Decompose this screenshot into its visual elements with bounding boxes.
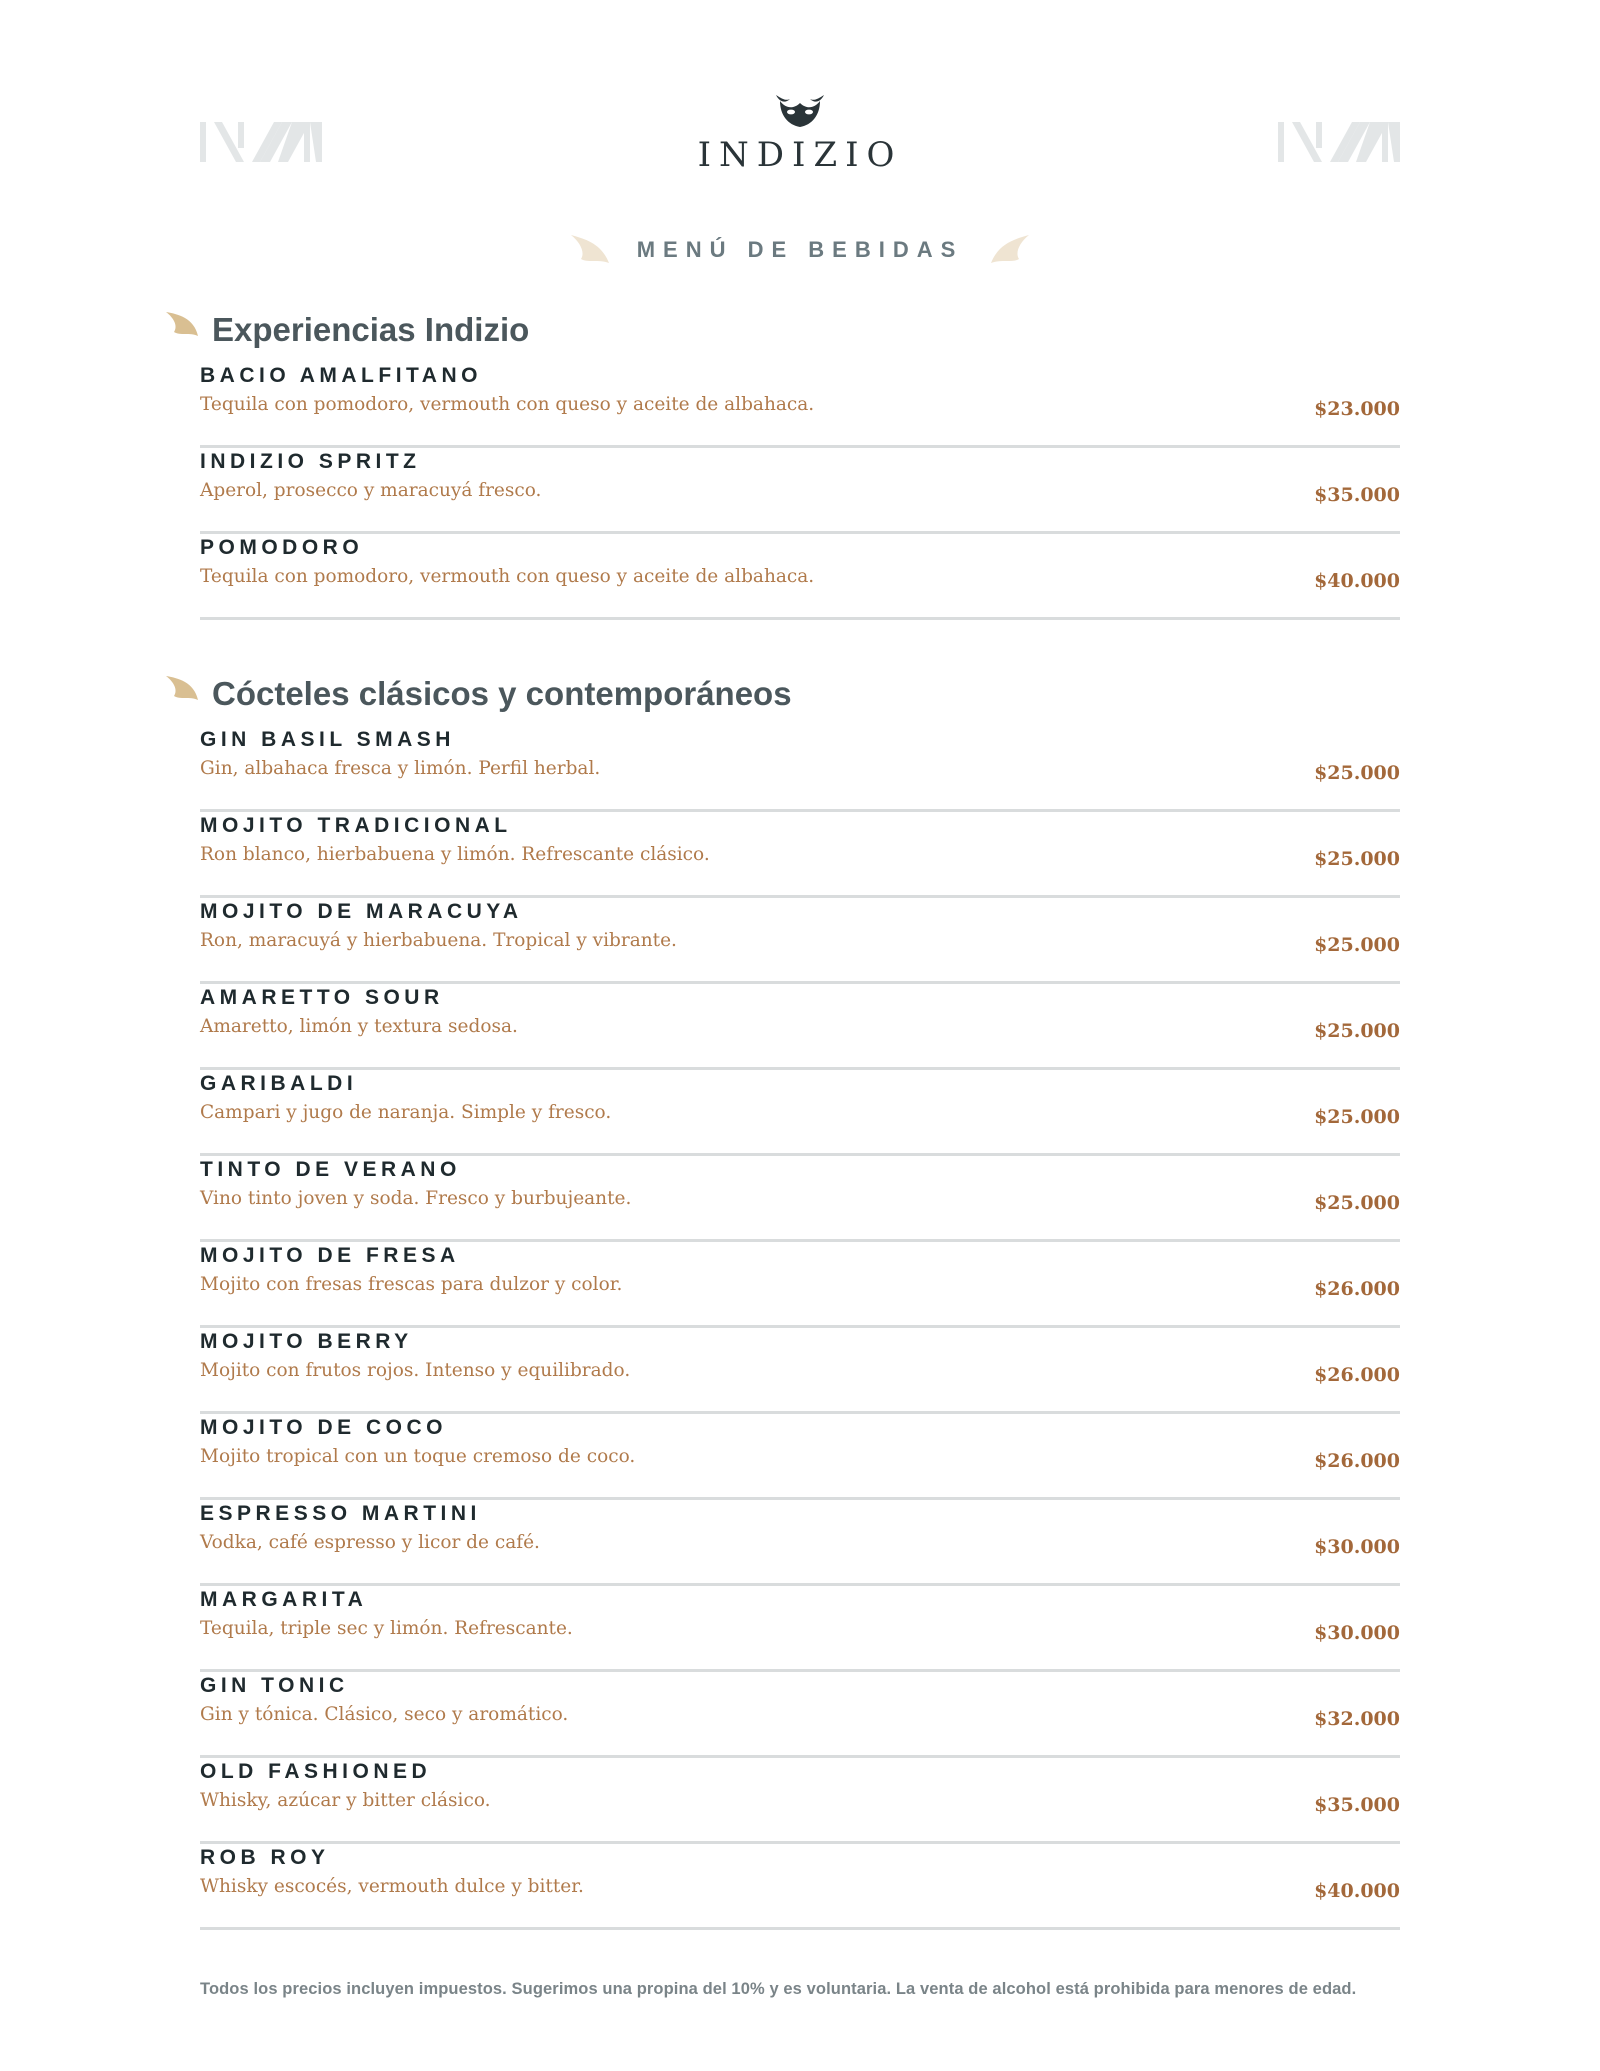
menu-item [200, 534, 1400, 620]
item-price: $35.000 [1314, 1794, 1400, 1816]
menu-item [200, 1414, 1400, 1500]
item-price: $26.000 [1314, 1278, 1400, 1300]
section-cocteles [200, 670, 1400, 1930]
item-name: GIN BASIL SMASH [200, 728, 455, 751]
item-description: Ron blanco, hierbabuena y limón. Refrescante clásico. [200, 844, 710, 865]
item-price: $30.000 [1314, 1536, 1400, 1558]
menu-item [200, 1328, 1400, 1414]
item-price: $25.000 [1314, 1192, 1400, 1214]
item-name: AMARETTO SOUR [200, 986, 444, 1009]
item-price: $26.000 [1314, 1450, 1400, 1472]
leaf-icon [166, 674, 200, 704]
menu-item [200, 898, 1400, 984]
menu-item [200, 362, 1400, 448]
item-name: MOJITO DE FRESA [200, 1244, 460, 1267]
item-description: Gin y tónica. Clásico, seco y aromático. [200, 1704, 569, 1725]
item-name: MOJITO TRADICIONAL [200, 814, 512, 837]
item-description: Tequila, triple sec y limón. Refrescante. [200, 1618, 573, 1639]
menu-item [200, 1672, 1400, 1758]
item-price: $23.000 [1314, 398, 1400, 420]
item-name: GIN TONIC [200, 1674, 349, 1697]
item-description: Vodka, café espresso y licor de café. [200, 1532, 540, 1553]
item-description: Mojito con frutos rojos. Intenso y equilibrado. [200, 1360, 631, 1381]
item-description: Tequila con pomodoro, vermouth con queso y aceite de albahaca. [200, 394, 815, 415]
section-title: Cócteles clásicos y contemporáneos [212, 675, 792, 712]
item-description: Amaretto, limón y textura sedosa. [200, 1016, 518, 1037]
item-price: $30.000 [1314, 1622, 1400, 1644]
footer-note: Todos los precios incluyen impuestos. Sugerimos una propina del 10% y es voluntaria. La venta de alcohol está prohibida para menores de edad. [200, 1980, 1357, 1998]
item-description: Gin, albahaca fresca y limón. Perfil herbal. [200, 758, 601, 779]
item-description: Ron, maracuyá y hierbabuena. Tropical y vibrante. [200, 930, 677, 951]
item-price: $32.000 [1314, 1708, 1400, 1730]
section-header [200, 306, 1400, 354]
menu-item [200, 1070, 1400, 1156]
item-price: $40.000 [1314, 570, 1400, 592]
item-price: $26.000 [1314, 1364, 1400, 1386]
leaf-icon [166, 310, 200, 340]
menu-item [200, 1500, 1400, 1586]
item-price: $35.000 [1314, 484, 1400, 506]
item-description: Aperol, prosecco y maracuyá fresco. [200, 480, 542, 501]
item-description: Mojito tropical con un toque cremoso de coco. [200, 1446, 636, 1467]
item-description: Campari y jugo de naranja. Simple y fresco. [200, 1102, 612, 1123]
item-price: $40.000 [1314, 1880, 1400, 1902]
menu-title: MENÚ DE BEBIDAS [636, 237, 964, 262]
item-description: Whisky escocés, vermouth dulce y bitter. [200, 1876, 584, 1897]
item-name: ROB ROY [200, 1846, 330, 1869]
brand-name: INDIZIO [697, 135, 903, 175]
leaf-right-icon [989, 233, 1029, 267]
item-description: Vino tinto joven y soda. Fresco y burbujeante. [200, 1188, 632, 1209]
item-name: MOJITO DE MARACUYA [200, 900, 523, 923]
section-title: Experiencias Indizio [212, 311, 530, 348]
item-name: TINTO DE VERANO [200, 1158, 461, 1181]
menu-item [200, 984, 1400, 1070]
item-name: MARGARITA [200, 1588, 368, 1611]
item-name: ESPRESSO MARTINI [200, 1502, 481, 1525]
menu-item [200, 726, 1400, 812]
item-name: OLD FASHIONED [200, 1760, 432, 1783]
item-name: POMODORO [200, 536, 364, 559]
item-name: MOJITO BERRY [200, 1330, 413, 1353]
menu-item [200, 448, 1400, 534]
item-price: $25.000 [1314, 1106, 1400, 1128]
item-price: $25.000 [1314, 848, 1400, 870]
section-header [200, 670, 1400, 718]
item-name: BACIO AMALFITANO [200, 364, 482, 387]
item-name: GARIBALDI [200, 1072, 358, 1095]
mask-icon [776, 95, 824, 129]
menu-title-banner [0, 230, 1600, 270]
item-price: $25.000 [1314, 1020, 1400, 1042]
section-experiencias [200, 306, 1400, 620]
item-list [200, 726, 1400, 1930]
brand-logo [600, 95, 1000, 175]
menu-item [200, 1586, 1400, 1672]
item-price: $25.000 [1314, 934, 1400, 956]
item-price: $25.000 [1314, 762, 1400, 784]
item-list [200, 362, 1400, 620]
item-description: Mojito con fresas frescas para dulzor y color. [200, 1274, 623, 1295]
menu-item [200, 1758, 1400, 1844]
indizio-monogram-icon [200, 122, 322, 162]
menu-item [200, 1156, 1400, 1242]
menu-item [200, 1844, 1400, 1930]
item-name: MOJITO DE COCO [200, 1416, 447, 1439]
menu-item [200, 1242, 1400, 1328]
item-description: Tequila con pomodoro, vermouth con queso y aceite de albahaca. [200, 566, 815, 587]
menu-item [200, 812, 1400, 898]
item-description: Whisky, azúcar y bitter clásico. [200, 1790, 491, 1811]
leaf-left-icon [571, 233, 611, 267]
item-name: INDIZIO SPRITZ [200, 450, 421, 473]
indizio-monogram-icon [1278, 122, 1400, 162]
